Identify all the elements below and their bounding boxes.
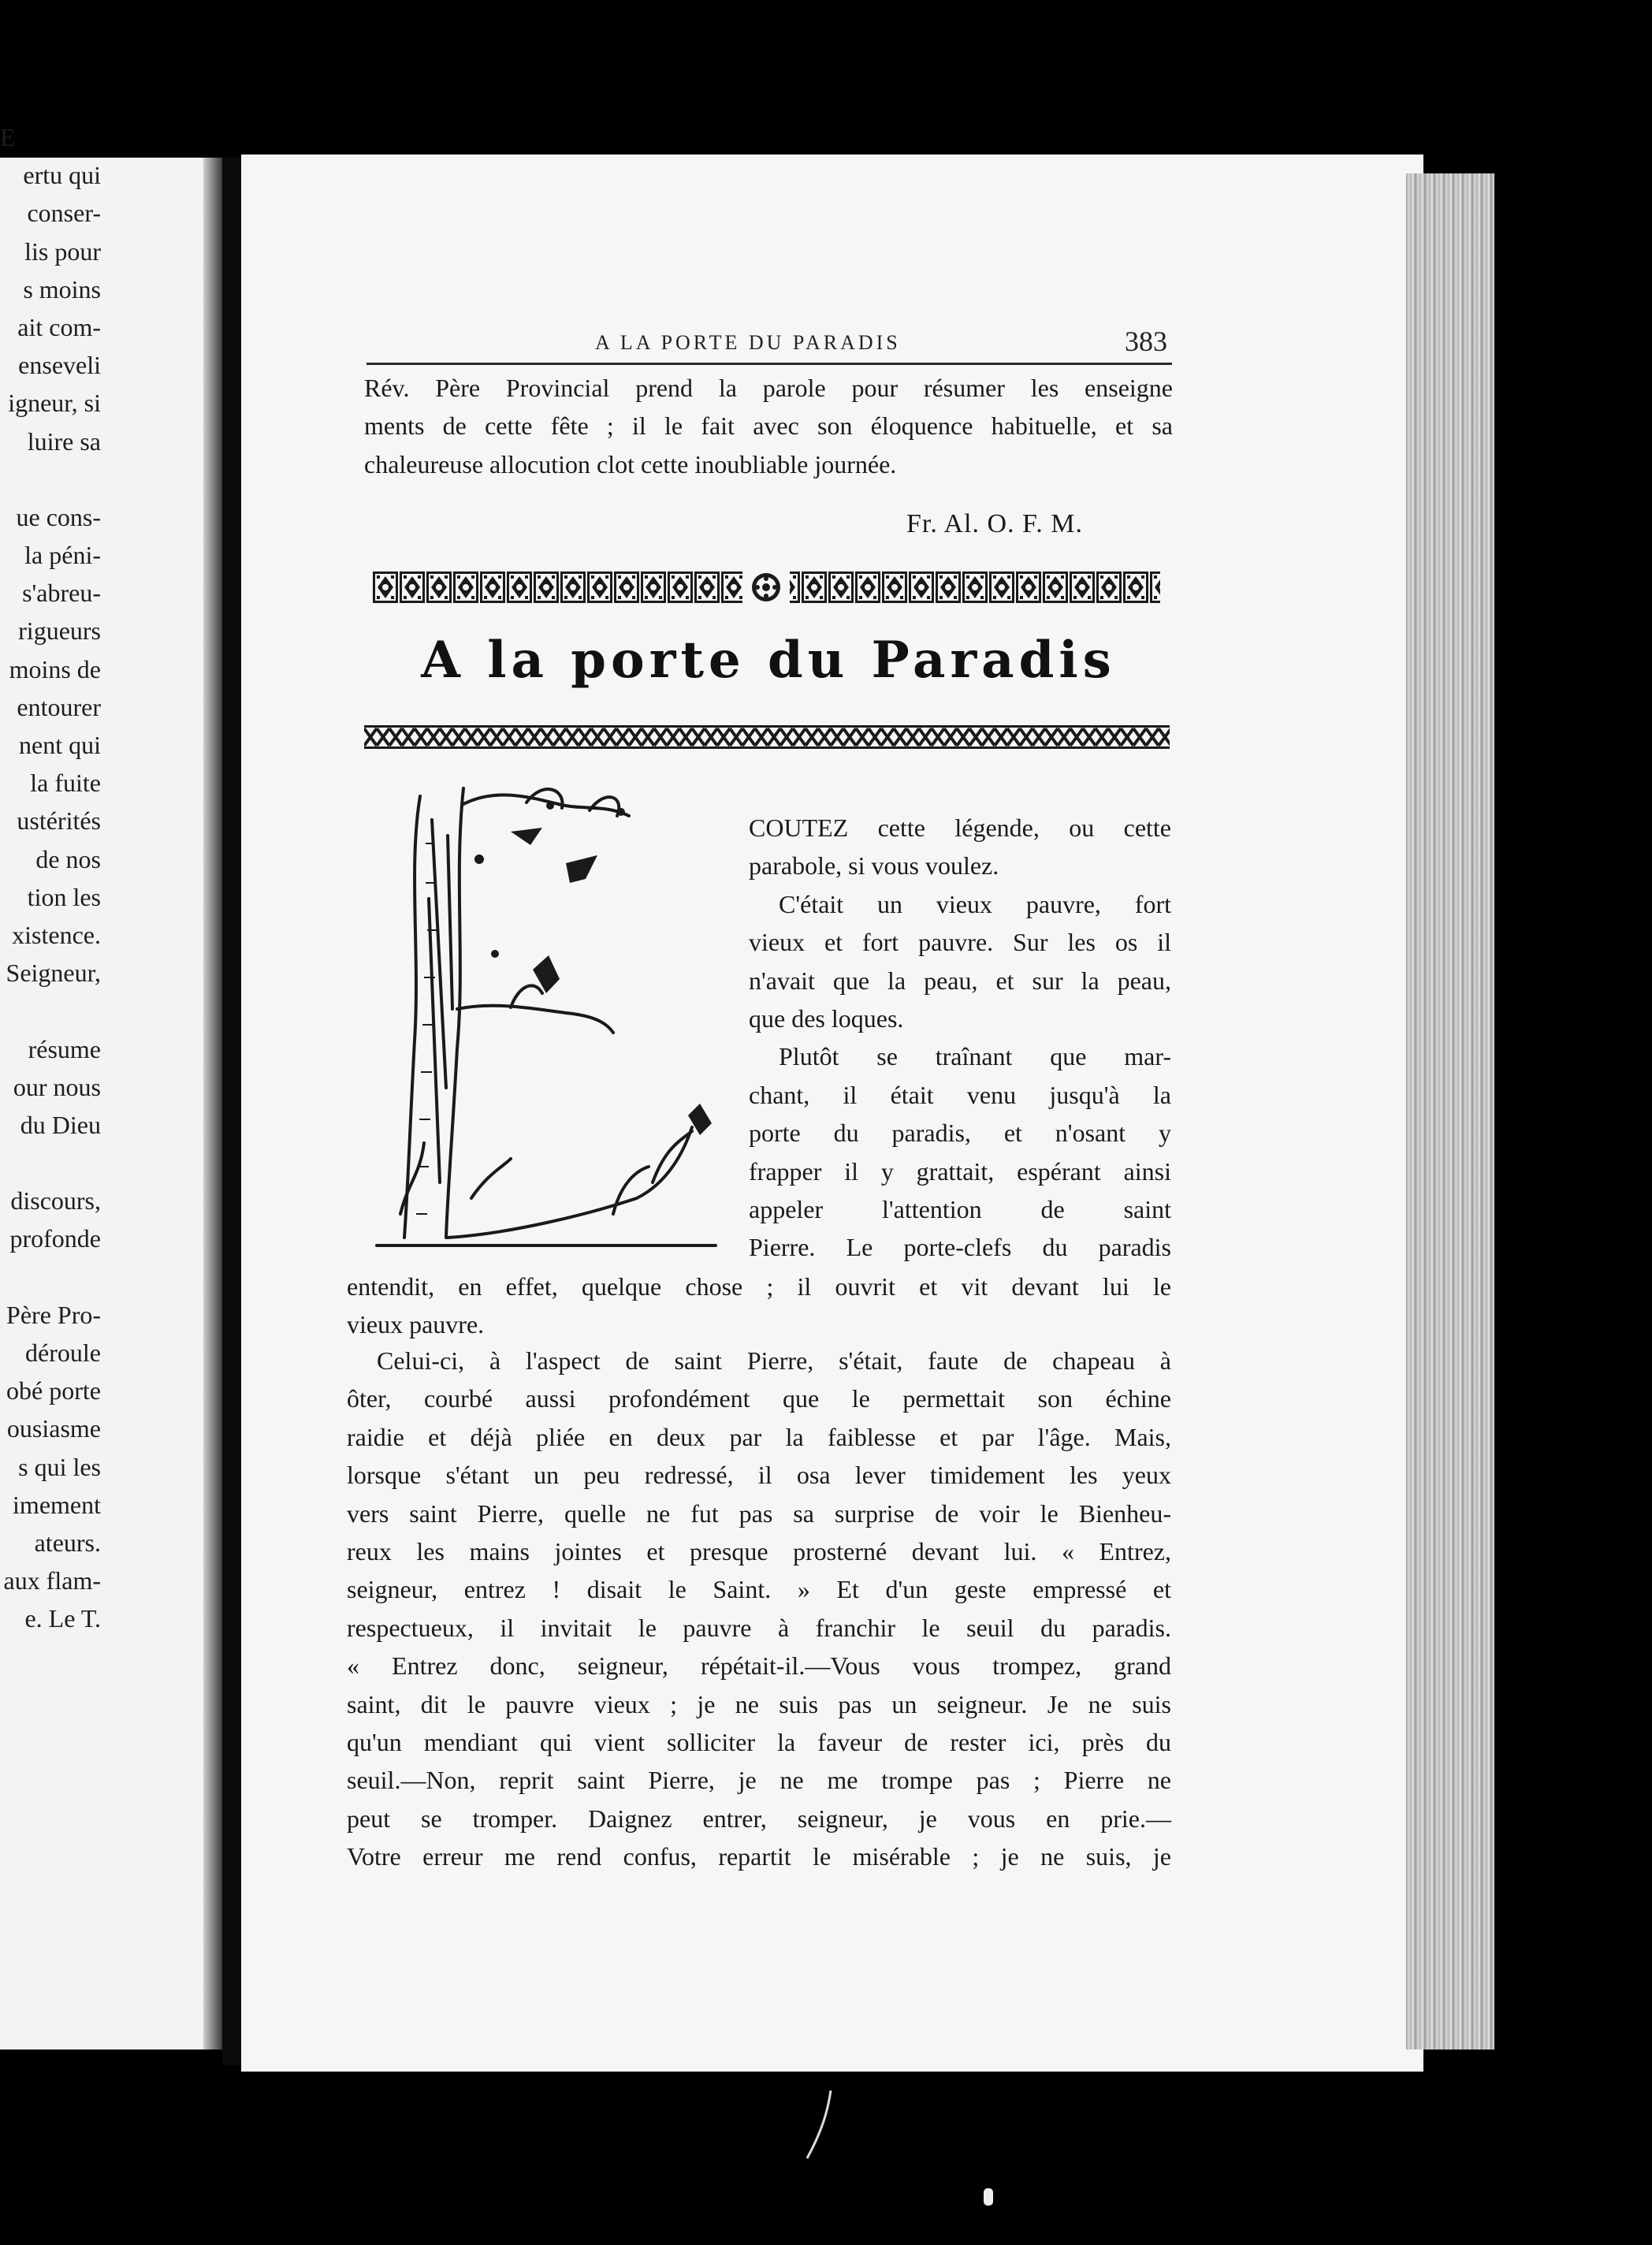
left-page-line: e. Le T. — [24, 1604, 101, 1633]
dust-speck — [984, 2188, 993, 2206]
left-page-line: discours, — [10, 1186, 101, 1216]
ornamental-border-top — [372, 570, 1160, 605]
text-line: n'avait que la peau, et sur la peau, — [749, 966, 1171, 995]
text-line: seigneur, entrez ! disait le Saint. » Et d'un geste empressé et — [347, 1575, 1171, 1604]
text-line: lorsque s'étant un peu redressé, il osa lever timidement les yeux — [347, 1461, 1171, 1490]
text-line: vers saint Pierre, quelle ne fut pas sa surprise de voir le Bienheu- — [347, 1499, 1171, 1528]
left-page-line — [0, 992, 101, 1029]
left-page-line: la péni- — [24, 541, 101, 570]
page-edges — [1406, 173, 1494, 2050]
left-page-line: obé porte — [6, 1376, 101, 1405]
gutter-shadow — [203, 158, 222, 2050]
text-line: raidie et déjà pliée en deux par la faiblesse et par l'âge. Mais, — [347, 1422, 1171, 1451]
text-line: chaleureuse allocution clot cette inoubliable journée. — [364, 449, 897, 478]
left-page-line: rigueurs — [18, 616, 101, 646]
left-page-line — [0, 1638, 101, 1676]
left-page-line: lis pour — [24, 236, 101, 266]
left-page-line: nent qui — [19, 731, 101, 759]
main-paragraph — [347, 1342, 1171, 1875]
text-line: « Entrez donc, seigneur, répétait-il.—Vous vous trompez, grand — [347, 1651, 1171, 1681]
left-page-line: s qui les — [18, 1452, 101, 1481]
text-line: ôter, courbé aussi profondément que le permettait son échine — [347, 1384, 1171, 1413]
dropcap-paragraph — [749, 809, 1171, 1267]
left-page-line: ateurs. — [34, 1528, 101, 1557]
page-number: 383 — [1125, 326, 1167, 357]
left-page-line: s moins — [23, 274, 101, 303]
left-page-line: déroule — [25, 1338, 101, 1367]
left-page-line: E — [0, 123, 16, 151]
left-page-line: ustérités — [17, 806, 101, 836]
left-page-line — [0, 460, 101, 498]
text-line: qu'un mendiant qui vient solliciter la faveur de rester ici, près du — [347, 1727, 1171, 1756]
text-line: que des loques. — [749, 1003, 904, 1033]
left-page-line: Père Pro- — [6, 1300, 101, 1329]
text-line: frapper il y grattait, espérant ainsi — [749, 1156, 1171, 1186]
left-page-line: ue cons- — [16, 502, 101, 531]
left-page-line: du Dieu — [20, 1110, 101, 1139]
left-page-line: profonde — [9, 1224, 101, 1253]
left-page-line — [0, 1676, 101, 1714]
left-page-line: s'abreu- — [22, 579, 101, 608]
text-line: COUTEZ cette légende, ou cette — [749, 813, 1171, 842]
closing-paragraph — [364, 369, 1173, 483]
text-line: chant, il était venu jusqu'à la — [749, 1080, 1171, 1109]
text-line: parabole, si vous voulez. — [749, 851, 999, 881]
left-page-line: résume — [28, 1034, 101, 1063]
signature: Fr. Al. O. F. M. — [906, 509, 1083, 538]
text-line: Rév. Père Provincial prend la parole pour résumer les enseigne — [364, 374, 1173, 402]
text-line: saint, dit le pauvre vieux ; je ne suis pas un seigneur. Je ne suis — [347, 1689, 1171, 1718]
left-page-line: la fuite — [30, 769, 101, 798]
left-page-line: entourer — [17, 692, 101, 721]
left-page-line: de nos — [35, 844, 101, 873]
text-line: vieux et fort pauvre. Sur les os il — [749, 928, 1171, 957]
text-line: vieux pauvre. — [347, 1310, 485, 1339]
left-page-line: aux flam- — [3, 1566, 101, 1595]
left-page-line: ousiasme — [6, 1414, 101, 1443]
text-line: appeler l'attention de saint — [749, 1194, 1171, 1223]
left-page-line: conser- — [27, 199, 101, 228]
text-line: ments de cette fête ; il le fait avec son éloquence habituelle, et sa — [364, 411, 1173, 441]
chapter-title: A la porte du Paradis — [421, 631, 1116, 690]
left-page-text — [0, 118, 101, 1714]
left-page-line: enseveli — [18, 351, 101, 380]
text-line: reux les mains jointes et presque prosterné devant lui. « Entrez, — [347, 1536, 1171, 1566]
continuation-paragraph — [347, 1268, 1171, 1344]
header-rule — [366, 363, 1172, 365]
left-page-line: Seigneur, — [6, 959, 101, 988]
left-page-line: ait com- — [17, 312, 101, 341]
text-line: peut se tromper. Daignez entrer, seigneur, je vous en prie.— — [347, 1804, 1171, 1833]
left-page-line: igneur, si — [8, 389, 101, 418]
ornamental-border-bottom — [364, 725, 1170, 749]
text-line: entendit, en effet, quelque chose ; il ouvrit et vit devant lui le — [347, 1272, 1171, 1301]
left-page-line: luire sa — [27, 426, 101, 456]
text-line: porte du paradis, et n'osant y — [749, 1119, 1171, 1148]
text-line: seuil.—Non, reprit saint Pierre, je ne me trompe pas ; Pierre ne — [347, 1766, 1171, 1795]
left-page-line: xistence. — [12, 920, 101, 949]
text-line: Celui-ci, à l'aspect de saint Pierre, s'était, faute de chapeau à — [377, 1346, 1171, 1375]
left-page-line — [0, 1144, 101, 1182]
running-title: A LA PORTE DU PARADIS — [595, 331, 901, 354]
left-page-line — [0, 1258, 101, 1296]
scratch-mark — [804, 2089, 835, 2160]
left-page-line: imement — [13, 1490, 101, 1519]
text-line: Plutôt se traînant que mar- — [779, 1042, 1171, 1071]
text-line: respectueux, il invitait le pauvre à franchir le seuil du paradis. — [347, 1613, 1171, 1642]
illuminated-dropcap — [353, 773, 731, 1253]
left-page-line: our nous — [13, 1072, 101, 1101]
left-page-line: tion les — [27, 882, 101, 911]
text-line: C'était un vieux pauvre, fort — [779, 889, 1171, 918]
text-line: Pierre. Le porte-clefs du paradis — [749, 1233, 1171, 1262]
text-line: Votre erreur me rend confus, repartit le misérable ; je ne suis, je — [347, 1842, 1171, 1871]
left-page-line: moins de — [9, 654, 101, 683]
left-page-line: ertu qui — [23, 161, 101, 190]
